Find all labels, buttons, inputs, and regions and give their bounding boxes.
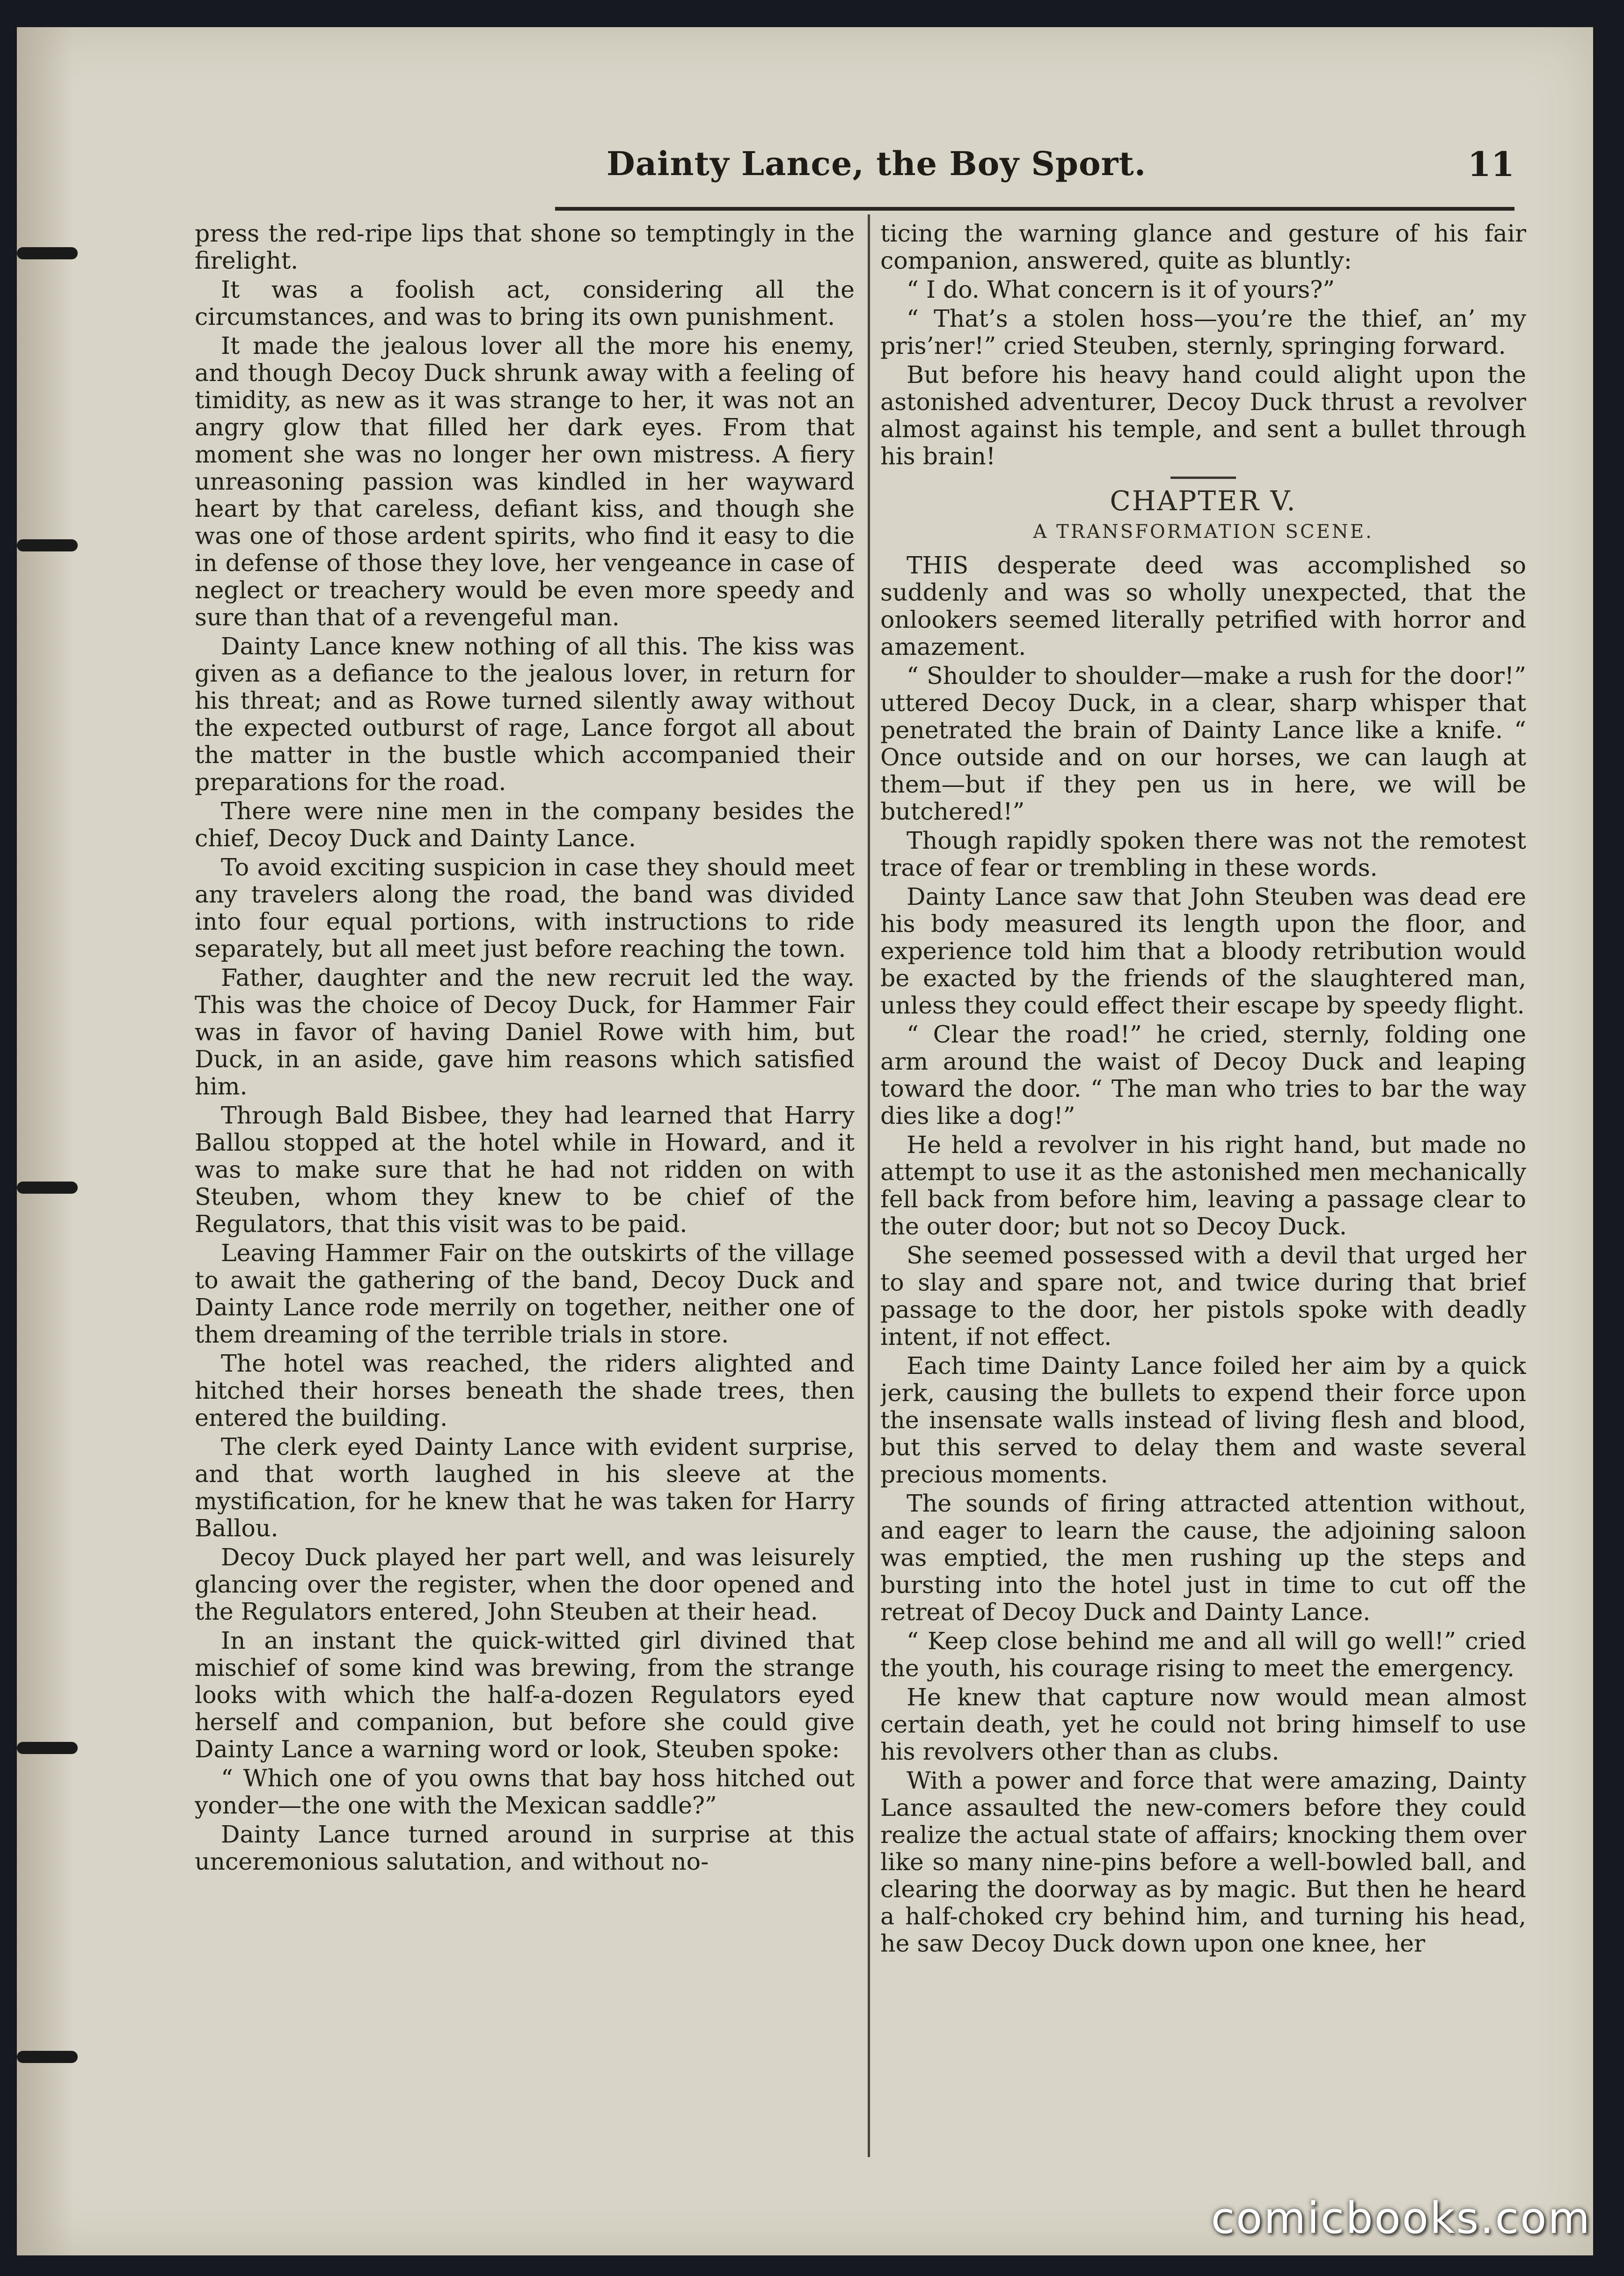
book-page <box>17 27 1593 2255</box>
binding-gutter <box>17 27 73 2255</box>
paragraph: “ Shoulder to shoulder—make a rush for the door!” uttered Decoy Duck, in a clear, sharp whisper that penetrated the brain of Dainty Lance like a knife. “ Once outside and on our horses, we can laugh at them—but if they pen us in here, we will be butchered!” <box>880 662 1526 825</box>
paragraph: The hotel was reached, the riders alighted and hitched their horses beneath the shade trees, then entered the building. <box>195 1350 855 1432</box>
paragraph: press the red-ripe lips that shone so temptingly in the firelight. <box>195 220 855 274</box>
paragraph: The sounds of firing attracted attention without, and eager to learn the cause, the adjoining saloon was emptied, the men rushing up the steps and bursting into the hotel just in time to cut off the retreat of Decoy Duck and Dainty Lance. <box>880 1490 1526 1626</box>
binding-stitch <box>17 1182 78 1194</box>
column-divider <box>868 214 870 2157</box>
paragraph: “ That’s a stolen hoss—you’re the thief, an’ my pris’ner!” cried Steuben, sternly, springing forward. <box>880 305 1526 360</box>
paragraph: The clerk eyed Dainty Lance with evident surprise, and that worth laughed in his sleeve at the mystification, for he knew that he was taken for Harry Ballou. <box>195 1433 855 1542</box>
page-number: 11 <box>1467 144 1514 184</box>
paragraph: It was a foolish act, considering all the circumstances, and was to bring its own punishment. <box>195 276 855 330</box>
left-column <box>195 220 855 2163</box>
paragraph: “ I do. What concern is it of yours?” <box>907 276 1335 303</box>
paragraph: “ Which one of you owns that bay hoss hitched out yonder—the one with the Mexican saddle?” <box>195 1764 855 1819</box>
paragraph: Through Bald Bisbee, they had learned that Harry Ballou stopped at the hotel while in Howard, and it was to make sure that he had not ridden on with Steuben, whom they knew to be chief of the Regulators, that this visit was to be paid. <box>195 1101 855 1238</box>
paragraph: Decoy Duck played her part well, and was leisurely glancing over the register, when the door opened and the Regulators entered, John Steuben at their head. <box>195 1543 855 1625</box>
binding-stitch <box>17 247 78 259</box>
paragraph: Dainty Lance turned around in surprise at this unceremonious salutation, and without no- <box>195 1821 855 1875</box>
paragraph: He knew that capture now would mean almost certain death, yet he could not bring himself to use his revolvers other than as clubs. <box>880 1683 1526 1765</box>
header-rule <box>555 207 1514 211</box>
paragraph: It made the jealous lover all the more his enemy, and though Decoy Duck shrunk away with a feeling of timidity, as new as it was strange to her, it was not an angry glow that filled her dark eyes. From that moment she was no longer her own mistress. A fiery unreasoning passion was kindled in her wayward heart by that careless, defiant kiss, and though she was one of those ardent spirits, who find it easy to die in defense of those they love, her vengeance in case of neglect or treachery would be even more speedy and sure than that of a revengeful man. <box>195 332 855 631</box>
paragraph: In an instant the quick-witted girl divined that mischief of some kind was brewing, from the strange looks with which the half-a-dozen Regulators eyed herself and companion, but before she could give Dainty Lance a warning word or look, Steuben spoke: <box>195 1627 855 1763</box>
paragraph: Each time Dainty Lance foiled her aim by a quick jerk, causing the bullets to expend their force upon the insensate walls instead of living flesh and blood, but this served to delay them and waste several precious moments. <box>880 1352 1526 1488</box>
paragraph: ticing the warning glance and gesture of his fair companion, answered, quite as bluntly: <box>880 220 1526 274</box>
paragraph: Father, daughter and the new recruit led the way. This was the choice of Decoy Duck, for Hammer Fair was in favor of having Daniel Rowe with him, but Duck, in an aside, gave him reasons which satisfied him. <box>195 964 855 1100</box>
paragraph: He held a revolver in his right hand, but made no attempt to use it as the astonished men mechanically fell back from before him, leaving a passage clear to the outer door; but not so Decoy Duck. <box>880 1131 1526 1240</box>
binding-stitch <box>17 2051 78 2063</box>
chapter-rule <box>1170 477 1236 479</box>
right-column <box>880 220 1526 2163</box>
binding-stitch <box>17 539 78 551</box>
paragraph: To avoid exciting suspicion in case they should meet any travelers along the road, the band was divided into four equal portions, with instructions to ride separately, but all meet just before reaching the town. <box>195 853 855 962</box>
paragraph: She seemed possessed with a devil that urged her to slay and spare not, and twice during that brief passage to the door, her pistols spoke with deadly intent, if not effect. <box>880 1241 1526 1351</box>
site-watermark: comicbooks.com <box>1211 2193 1591 2243</box>
paragraph: “ Clear the road!” he cried, sternly, folding one arm around the waist of Decoy Duck and leaping toward the door. “ The man who tries to bar the way dies like a dog!” <box>880 1021 1526 1130</box>
paragraph: Dainty Lance knew nothing of all this. The kiss was given as a defiance to the jealous lover, in return for his threat; and as Rowe turned silently away without the expected outburst of rage, Lance forgot all about the matter in the bustle which accompanied their preparations for the road. <box>195 632 855 796</box>
paragraph: There were nine men in the company besides the chief, Decoy Duck and Dainty Lance. <box>195 797 855 852</box>
chapter-title: CHAPTER V. <box>1110 485 1297 517</box>
page-header <box>578 144 1514 200</box>
paragraph: THIS desperate deed was accomplished so suddenly and was so wholly unexpected, that the onlookers seemed literally petrified with horror and amazement. <box>880 551 1526 661</box>
paragraph: Leaving Hammer Fair on the outskirts of the village to await the gathering of the band, Decoy Duck and Dainty Lance rode merrily on together, neither one of them dreaming of the terrible trials in store. <box>195 1239 855 1348</box>
binding-stitch <box>17 1742 78 1754</box>
paragraph: With a power and force that were amazing, Dainty Lance assaulted the new-comers before they could realize the actual state of affairs; knocking them over like so many nine-pins before a well-bowled ball, and clearing the doorway as by magic. But then he heard a half-choked cry behind him, and turning his head, he saw Decoy Duck down upon one knee, her <box>880 1767 1526 1957</box>
paragraph: “ Keep close behind me and all will go well!” cried the youth, his courage rising to meet the emergency. <box>880 1627 1526 1682</box>
paragraph: Dainty Lance saw that John Steuben was dead ere his body measured its length upon the floor, and experience told him that a bloody retribution would be exacted by the friends of the slaughtered man, unless they could effect their escape by speedy flight. <box>880 883 1526 1019</box>
chapter-subtitle: A TRANSFORMATION SCENE. <box>1033 521 1374 543</box>
running-title: Dainty Lance, the Boy Sport. <box>607 144 1147 183</box>
paragraph: But before his heavy hand could alight upon the astonished adventurer, Decoy Duck thrust a revolver almost against his temple, and sent a bullet through his brain! <box>880 361 1526 470</box>
paragraph: Though rapidly spoken there was not the remotest trace of fear or trembling in these words. <box>880 827 1526 881</box>
